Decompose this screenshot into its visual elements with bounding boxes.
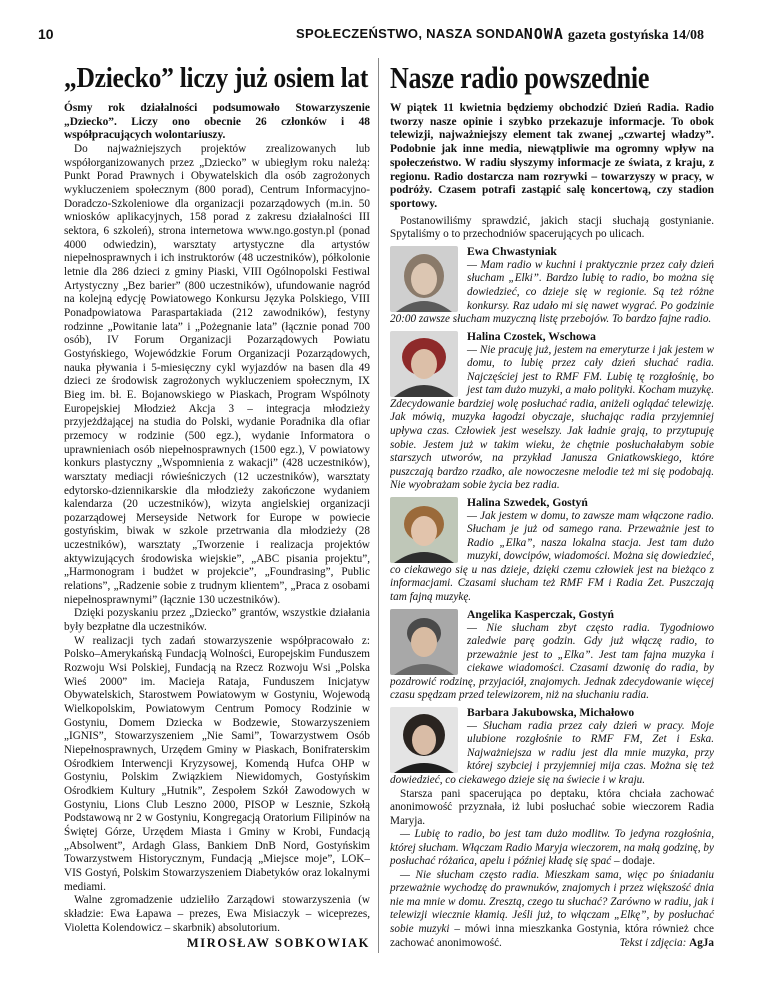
- left-paragraph: W realizacji tych zadań stowarzyszenie współpracowało z: Polsko–Amerykańską Fundacją Wolności, Europejskim Funduszem Rozwoju Wsi Polskiej, Fundacją na Rzecz Rozwoju Wsi „Polska Wieś 2000” im. Macieja Rataja, Funduszem Inicjatyw Obywatelskich, Starostwem Powiatowym w Gostyniu, Wojewodą Wielkopolskim, Powiatowym Centrum Pomocy Rodzinie w Gostyniu, Domem Dziecka w Bodzewie, Stowarzyszeniem „IGNIS”, Stowarzyszeniem „Nie Sami”, Towarzystwem Osób Niepełnosprawnych, Urzędem Gminy w Piaskach, Bonifraterskim Ośrodkiem Interwencji Kryzysowej, Komendą Hufca OHP w Gostyniu, Polskim Związkiem Niewidomych, Gostyńskim Ośrodkiem Kultury „Hutnik”, Zespołem Szkół Zawodowych w Gostyniu, Lions Club Leszno 2000, PISOP w Lesznie, Szkołą Podstawową nr 2 w Gostyniu, Kongregacją Oratorium Filipinów na Świętej Górze, Urzędem Miasta i Gminy w Krobi, Fundacją „Absolwent”, Ardagh Glass, Bankiem DnB Nord, Gostyńskim Towarzystwem Historycznym, Fundacją „Miejsce moje”, LOK–VIS Gostyń, Polskim Stowarzyszeniem Diabetyków oraz lokalnymi mediami.: [64, 634, 370, 893]
- portrait-photo: [390, 331, 458, 397]
- right-article-lead: W piątek 11 kwietnia będziemy obchodzić Dzień Radia. Radio tworzy nasze opinie i szybko przekazuje informacje. To obok telewizji, najważniejszy element tak zwanej „czwartej władzy”. Podobnie jak inne media, niewątpliwie ma ogromny wpływ na społeczeństwo. W radiu słyszymy informacje ze świata, z kraju, z regionu. Radio dostarcza nam rozrywki – towarzyszy w pracy, w podróży. Czasem potrafi zastąpić salę koncertową, czy stadion sportowy.: [390, 102, 714, 210]
- quote-person-name: Halina Szwedek, Gostyń: [467, 495, 588, 509]
- quote-person-name: Ewa Chwastyniak: [467, 244, 557, 258]
- right-article-intro: [390, 215, 714, 242]
- vox-pop-quote: [390, 330, 714, 493]
- left-article-title: „Dziecko” liczy już osiem lat: [64, 62, 369, 94]
- quote-text: — Mam radio w kuchni i praktycznie przez cały dzień słucham „Elki”. Bardzo lubię to radio, bo można się dowiedzieć, co dzieje się w regionie. Są też różne konkursy. Raz udało mi się nawet wygrać. Po godzinie 20:00 zawsze słucham muzyczną listę przebojów. To bardzo fajne radio.: [390, 258, 714, 326]
- vox-pop-quote: [390, 496, 714, 605]
- quote-text: — Nie słucham zbyt często radia. Tygodniowo zaledwie parę godzin. Gdy już włączę radio, to przeważnie jest to „Elka”. Jest tam fajna muzyka i ciekawe wiadomości. Czasami dzwonię do radia, by pozdrowić rodzinę, przyjaciół, znajomych. Jednak zdecydowanie więcej czasu spędzam przed telewizorem, niż na słuchaniu radia.: [390, 621, 714, 702]
- left-paragraph: Do najważniejszych projektów zrealizowanych lub współorganizowanych przez „Dziecko” w ubiegłym roku należą: Punkt Porad Prawnych i Obywatelskich dla osób zagrożonych wykluczeniem społecznym (800 porad), Centrum Informacyjno-Doradczo-Szkoleniowe dla organizacji pozarządowych (m.in. 50 wniosków aplikacyjnych, 158 porad z zakresu działalności III sektora, 6 szkoleń), strona internetowa www.ngo.gostyn.pl (ponad 4000 odwiedzin), warsztaty artystyczne dla artystów niepełnosprawnych i ich instruktorów (48 uczestników), półkolonie letnie dla 286 dzieci z gminy Piaski, VIII Ogólnopolski Festiwal Artystyczny „Bez barier” (800 uczestników), ufundowanie nagród na kolejną edycję Powiatowego Konkursu Języka Polskiego, VIII Ponadpowiatowa Paraspartakiada (212 zawodników), festyny rodzinne „Powitanie lata” i „Pożegnanie lata” (łącznie ponad 700 osób), IV Forum Organizacji Pozarządowych Powiatu Gostyńskiego, Wojewódzkie Forum Organizacji Pozarządowych, nauka pływania i 5-miesięczny cykl wyjazdów na basen dla 49 dzieci ze środowisk zagrożonych wykluczeniem społecznym, IX Bieg im. bł. E. Bojanowskiego w Piaskach, Program Wspólnoty Europejskiej Młodzież Akcja 3 – integracja młodzieży przyjeżdżającej na studia do Polski, wydanie Poradnika dla ofiar przemocy w rodzinie (500 egz.), wydanie Informatora o uprawnieniach osób niepełnosprawnych (1500 egz.), V powiatowy konkurs plastyczny „Wspomnienia z wakacji” (428 uczestników), warsztaty mediacji rówieśniczych (12 uczestników), warsztaty edytorsko-dziennikarskie dla młodzieży zakończone wydaniem kalendarza (20 uczestników), wizyta angielskiej organizacji pozarządowej Merseyside Network for Europe w powiecie gostyńskim, biwak w szkole przetrwania dla młodzieży (28 uczestników), warsztaty „Tworzenie i realizacja projektów aktywizujących środowiska wiejskie”, „ABC pisania projektu”, „Harmonogram i budżet w projekcie”, „Foundrasing”, Public relations”, „Radzenie sobie z trudnym klientem”, „Praca z osobami niepełnosprawnymi” (łącznie 130 uczestników).: [64, 143, 370, 606]
- credit-author: AgJa: [689, 936, 714, 949]
- right-article-title: Nasze radio powszednie: [390, 60, 650, 95]
- last-quote-tail: – mówi inna mieszkanka Gostynia, która również chce zachować anonimowość.: [390, 923, 714, 949]
- page-header: [38, 26, 704, 46]
- closing-quote-paragraph: [390, 828, 714, 869]
- last-quote-paragraph: [390, 869, 714, 950]
- section-title: SPOŁECZEŃSTWO, NASZA SONDA: [296, 26, 525, 41]
- credit: [610, 937, 714, 951]
- vox-pop-quote: [390, 245, 714, 327]
- credit-label: Tekst i zdjęcia:: [619, 936, 687, 949]
- column-divider: [378, 58, 379, 953]
- vox-pop-quote: [390, 608, 714, 703]
- quote-text: — Jak jestem w domu, to zawsze mam włączone radio. Słucham je już od samego rana. Przeważnie jest to Radio „Elka”, nasza lokalna stacja. Jest tam dużo muzyki, dowcipów, wiadomości. Można się dowiedzieć, co ciekawego się u nas dzieje, dzięki czemu człowiek jest na bieżąco z informacjami. Czasami słucham też RMF FM i Radia Zet. Puszczają tam fajną muzykę.: [390, 509, 714, 603]
- closing-quote: — Lubię to radio, bo jest tam dużo modlitw. To jedyna rozgłośnia, której słucham. Włączam Radio Maryja wieczorem, na małą godzinę, by posłuchać różańca, apelu i później kładę się spać: [390, 828, 714, 868]
- left-paragraph: Walne zgromadzenie udzieliło Zarządowi stowarzyszenia (w składzie: Ewa Łapawa – prezes, Ewa Misiaczyk – wiceprezes, Violetta Kolendowicz – skarbnik) absolutorium.: [64, 894, 370, 934]
- vox-pop-quote: [390, 706, 714, 788]
- quote-person-name: Angelika Kasperczak, Gostyń: [467, 607, 614, 621]
- left-article-body: [64, 143, 370, 935]
- closing-intro: Starsza pani spacerująca po deptaku, która chciała zachować anonimowość przyznała, iż lubi posłuchać sobie wieczorem Radia Maryja.: [390, 787, 714, 827]
- quote-person-name: Barbara Jakubowska, Michałowo: [467, 705, 635, 719]
- closing-section: [390, 788, 714, 951]
- quote-person-name: Halina Czostek, Wschowa: [467, 329, 596, 343]
- quote-text: — Słucham radia przez cały dzień w pracy. Moje ulubione rozgłośnie to RMF FM, Zet i Eska. Najważniejsza w radiu jest dla mnie muzyka, przy której szybciej i przyjemniej mija czas. Można się też dowiedzieć, co ciekawego dzieje się na świecie i w kraju.: [390, 719, 714, 786]
- intro-paragraph: Postanowiliśmy sprawdzić, jakich stacji słuchają gostynianie. Spytaliśmy o to przechodniów spacerujących po ulicach.: [390, 214, 714, 241]
- newspaper-name: [524, 25, 704, 44]
- left-article-author: MIROSŁAW SOBKOWIAK: [186, 936, 370, 951]
- newspaper-issue: gazeta gostyńska 14/08: [567, 28, 704, 43]
- left-article: [64, 60, 370, 951]
- page-number: 10: [38, 26, 54, 42]
- right-article: [390, 60, 714, 950]
- quote-text: — Nie pracuję już, jestem na emeryturze i jak jestem w domu, to lubię przez cały dzień słuchać radia. Najczęściej jest to RMF FM. Lubię tę rozgłośnię, bo jest tam dużo muzyki, a mało polityki. Kocham muzykę. Zdecydowanie bardziej wolę posłuchać radia, aniżeli oglądać telewizję. Jak mówią, muzyka łagodzi obyczaje, słuchając radia przyjemniej upływa czas. Człowiek jest weselszy. Jak ładnie grają, to przytupuję sobie. Jestem już w takim wieku, że chętnie posłuchałabym sobie starszych utworów, na przykład Janusza Gniatkowskiego, które puszczają bardzo rzadko, ale nowoczesne melodie też mi się podobają. Nie wyobrażam sobie życia bez radia.: [390, 343, 714, 492]
- portrait-photo: [390, 497, 458, 563]
- portrait-photo: [390, 609, 458, 675]
- closing-quote-tail: – dodaje.: [611, 855, 656, 868]
- left-article-lead: Ósmy rok działalności podsumowało Stowarzyszenie „Dziecko”. Liczy ono obecnie 26 członków i 48 współpracujących wolontariuszy.: [64, 102, 370, 142]
- newspaper-brand: NOWA: [523, 25, 564, 43]
- left-paragraph: Dzięki pozyskaniu przez „Dziecko” grantów, wszystkie działania były bezpłatne dla uczestników.: [64, 607, 370, 634]
- last-quote: — Nie słucham często radia. Mieszkam sama, więc po śniadaniu przeważnie wychodzę do prawnuków, znajomych i przez większość dnia nie ma mnie w domu. Zresztą, czego tu słuchać? Zarówno w radiu, jak i telewizji wiecznie kłamią. Jeśli już, to włączam „Elkę”, by posłuchać sobie muzyki: [390, 868, 714, 935]
- portrait-photo: [390, 707, 458, 773]
- portrait-photo: [390, 246, 458, 312]
